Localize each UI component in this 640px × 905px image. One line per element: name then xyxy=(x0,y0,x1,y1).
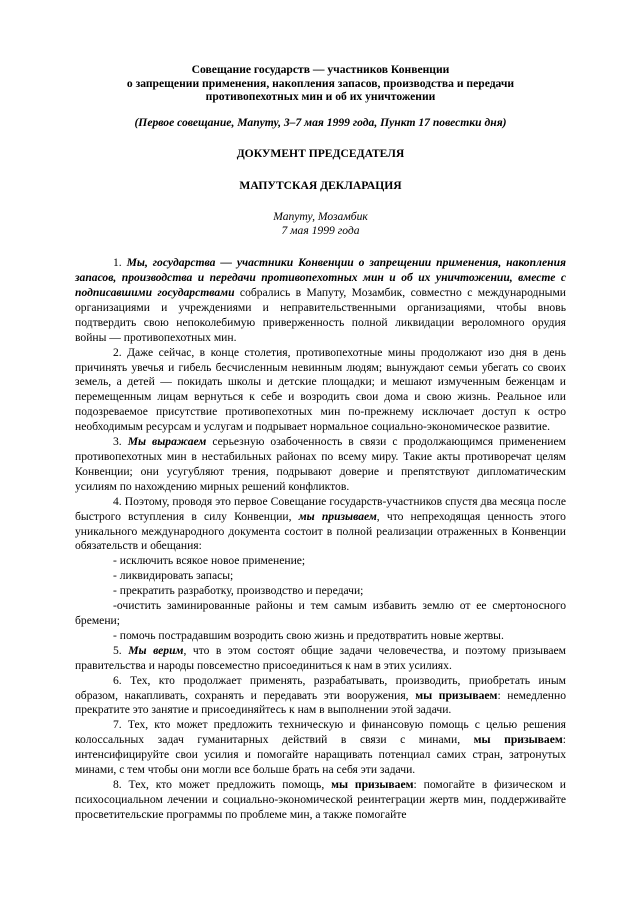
text-run: - ликвидировать запасы; xyxy=(113,569,234,583)
place-line: Мапуту, Мозамбик xyxy=(273,210,368,224)
title-line-3: противопехотных мин и об их уничтожении xyxy=(205,90,436,103)
text-run: : немедленно прекратите это занятие и присоединяйтесь к нам в выполнении этой задачи. xyxy=(75,688,567,717)
text-run: 1. xyxy=(113,256,127,270)
text-run: 3. xyxy=(113,435,128,449)
text-run: мы призываем xyxy=(298,509,377,523)
paragraph xyxy=(75,554,566,569)
text-run: мы призываем xyxy=(331,777,414,791)
paragraph xyxy=(75,674,566,719)
text-run: мы призываем xyxy=(473,733,563,747)
paragraph xyxy=(75,644,566,674)
text-run: 2. Даже сейчас, в конце столетия, противопехотные мины продолжают изо дня в день причинять увечья и гибель бесчисленным невинным людям; вынуждают семьи убегать со своих земель, а детей — покидать школы и детские площадки; и мешают измученным беженцам и перемещенным лицам вернуться к себе и возродить свои дома и свою жизнь. Реальное или подозреваемое присутствие противопехотных мин по-прежнему исключает доступ к остро необходимым ресурсам и услугам и подрывает нормальное социально-экономическое развитие. xyxy=(75,345,566,434)
paragraph xyxy=(75,495,566,555)
document-type-heading: ДОКУМЕНТ ПРЕДСЕДАТЕЛЯ xyxy=(236,147,405,161)
paragraph xyxy=(75,584,566,599)
paragraph xyxy=(75,435,566,495)
text-run: мы призываем xyxy=(415,688,498,702)
paragraph xyxy=(75,346,566,435)
text-run: 7. Тех, кто может предложить техническую и финансовую помощь с целью решения колоссальных задач гуманитарных действий в связи с минами, xyxy=(75,718,566,747)
place-date-block xyxy=(75,210,566,237)
text-run: 6. Тех, кто продолжает применять, разрабатывать, производить, приобретать иным образом, накапливать, сохранять и передавать эти вооружения, xyxy=(75,673,566,702)
text-run: Мы, государства — участники Конвенции о запрещении применения, накопления запасов, производства и передачи противопехотных мин и об их уничтожении, вместе с подписавшими государствами xyxy=(75,256,567,300)
text-run: Мы выражаем xyxy=(127,435,207,449)
text-run: , что непреходящая ценность этого уникального международного документа состоит в полной реализации отраженных в Конвенции обязательств и обещания: xyxy=(75,509,566,553)
paragraph xyxy=(75,718,566,778)
declaration-heading: МАПУТСКАЯ ДЕКЛАРАЦИЯ xyxy=(239,179,402,193)
text-run: 5. xyxy=(113,643,129,657)
text-run: : помогайте в физическом и психосоциальном лечении и социально-экономической реинтеграции жертв мин, поддерживайте просветительские программы по проблеме мин, а также помогайте xyxy=(75,777,566,821)
text-run: 4. Поэтому, проводя это первое Совещание государств-участников спустя два месяца после быстрого вступления в силу Конвенции, xyxy=(75,494,566,523)
paragraph xyxy=(75,629,566,644)
text-run: - исключить всякое новое применение; xyxy=(113,554,306,568)
text-run: : интенсифицируйте свои усилия и помогайте наращивать потенциал самих стран, затронутых минами, с тем чтобы они могли все больше брать на себя эти задачи. xyxy=(75,733,567,777)
text-run: - прекратить разработку, производство и передачи; xyxy=(113,584,364,598)
title-line-1: Совещание государств — участников Конвенции xyxy=(191,63,450,76)
paragraph xyxy=(75,569,566,584)
text-run: Мы верим xyxy=(128,643,184,657)
text-run: - помочь пострадавшим возродить свою жизнь и предотвратить новые жертвы. xyxy=(113,628,504,642)
document-title xyxy=(75,63,566,104)
paragraph xyxy=(75,256,566,345)
date-line: 7 мая 1999 года xyxy=(281,223,360,237)
text-run: собрались в Мапуту, Мозамбик, совместно с международными организациями и учреждениями и неправительственными организациями, чтобы вновь подтвердить свою непоколебимую приверженность полной ликвидации вероломного орудия войны — противопехотных мин. xyxy=(75,286,566,344)
title-line-2: о запрещении применения, накопления запасов, производства и передачи xyxy=(126,76,515,90)
paragraph xyxy=(75,599,566,629)
text-run: , что в этом состоят общие задачи человечества, и поэтому призываем правительства и народы повсеместно присоединиться к нам в этих усилиях. xyxy=(75,643,567,672)
text-run: -очистить заминированные районы и тем самым избавить землю от ее смертоносного бремени; xyxy=(75,599,566,627)
text-run: серьезную озабоченность в связи с продолжающимся применением противопехотных мин в нестабильных районах по всему миру. Такие акты противоречат целям Конвенции; они усугубляют трения, подрывают доверие и препятствуют дипломатическим усилиям по нахождению мирных решений конфликтов. xyxy=(75,435,566,493)
text-run: 8. Тех, кто может предложить помощь, xyxy=(113,777,332,791)
document-body xyxy=(75,256,566,822)
session-subtitle: (Первое совещание, Мапуту, 3–7 мая 1999 года, Пункт 17 повестки дня) xyxy=(134,115,507,129)
paragraph xyxy=(75,778,566,823)
